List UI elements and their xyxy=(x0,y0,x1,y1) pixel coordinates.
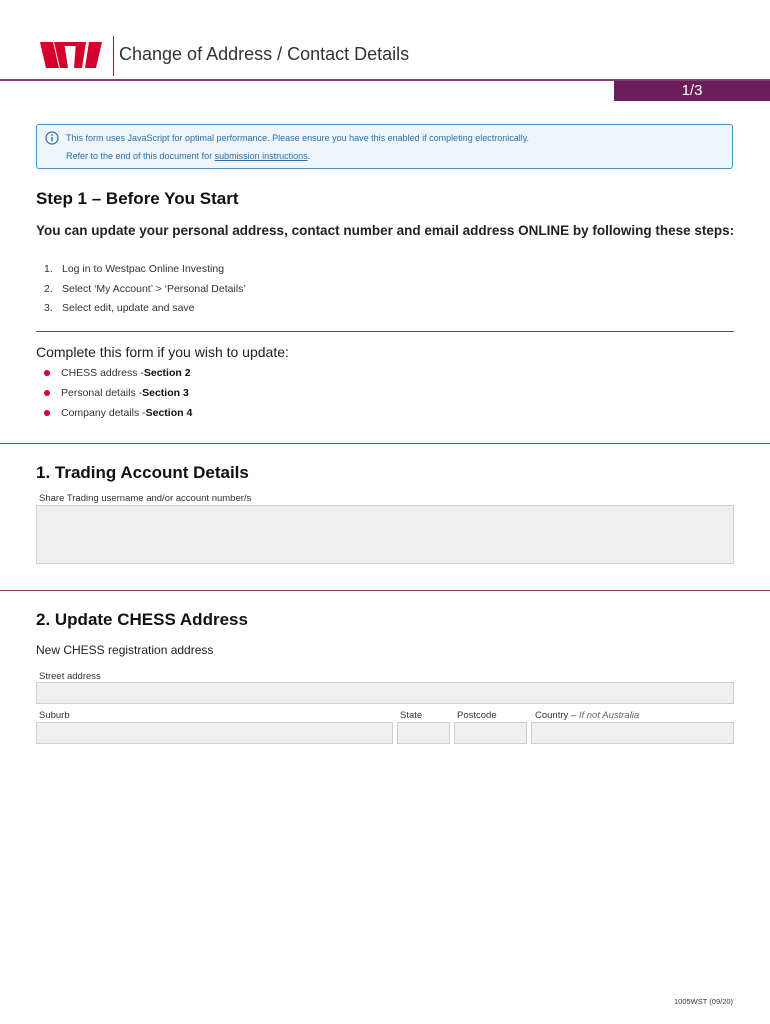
country-label xyxy=(535,710,639,721)
state-field[interactable] xyxy=(397,722,450,744)
state-label: State xyxy=(400,710,423,721)
section-reference: Section 2 xyxy=(143,367,191,379)
page-indicator: 1/3 xyxy=(614,81,770,101)
bullet-icon xyxy=(44,410,50,416)
account-number-field[interactable] xyxy=(36,505,734,564)
step1-heading: Step 1 – Before You Start xyxy=(36,189,239,208)
notice-reference-prefix: Refer to the end of this document for xyxy=(66,151,215,161)
country-label-text: Country – xyxy=(535,710,577,721)
javascript-notice xyxy=(36,124,733,169)
notice-reference-suffix: . xyxy=(307,151,311,161)
step-number: 2. xyxy=(44,282,53,295)
bullet-text: Personal details - xyxy=(61,386,143,399)
section2-heading: 2. Update CHESS Address xyxy=(36,610,248,629)
step-text: Select edit, update and save xyxy=(62,302,195,314)
postcode-label: Postcode xyxy=(457,710,497,721)
bullet-icon xyxy=(44,390,50,396)
update-options-list xyxy=(44,367,192,426)
complete-form-heading: Complete this form if you wish to update: xyxy=(36,344,289,360)
westpac-logo xyxy=(40,42,104,68)
step-number: 3. xyxy=(44,302,53,314)
notice-reference xyxy=(66,151,310,161)
submission-instructions-link[interactable]: submission instructions xyxy=(214,151,308,161)
online-steps-list xyxy=(44,263,246,322)
street-address-label: Street address xyxy=(39,671,101,682)
country-field[interactable] xyxy=(531,722,734,744)
document-title: Change of Address / Contact Details xyxy=(119,44,410,64)
account-number-label: Share Trading username and/or account number/s xyxy=(39,493,252,504)
header-divider xyxy=(113,36,114,76)
list-item xyxy=(44,407,192,427)
step1-lead: You can update your personal address, contact number and email address ONLINE by following these steps: xyxy=(36,223,735,238)
list-item xyxy=(44,387,192,407)
form-code: 1005WST (09/20) xyxy=(674,997,734,1006)
section-reference: Section 3 xyxy=(142,386,189,399)
section-reference: Section 4 xyxy=(145,406,193,419)
step-text: Select ‘My Account’ > ‘Personal Details’ xyxy=(62,282,246,295)
street-address-field[interactable] xyxy=(36,682,734,704)
section-divider xyxy=(0,443,770,444)
chess-address-subheading: New CHESS registration address xyxy=(36,643,214,657)
list-item xyxy=(44,263,246,283)
step-text: Log in to Westpac Online Investing xyxy=(62,263,225,275)
bullet-text: CHESS address - xyxy=(61,367,144,379)
bullet-icon xyxy=(44,370,50,376)
bullet-text: Company details - xyxy=(61,406,146,419)
list-item xyxy=(44,367,192,387)
notice-text: This form uses JavaScript for optimal performance. Please ensure you have this enabled if completing electronically. xyxy=(66,133,530,143)
suburb-field[interactable] xyxy=(36,722,393,744)
list-item xyxy=(44,283,246,303)
postcode-field[interactable] xyxy=(454,722,527,744)
step-number: 1. xyxy=(44,263,53,275)
list-item xyxy=(44,302,246,322)
divider xyxy=(36,331,734,332)
section1-heading: 1. Trading Account Details xyxy=(36,463,249,482)
info-icon xyxy=(45,131,59,145)
section-divider xyxy=(0,590,770,591)
suburb-label: Suburb xyxy=(39,710,70,721)
country-hint: If not Australia xyxy=(578,710,640,721)
